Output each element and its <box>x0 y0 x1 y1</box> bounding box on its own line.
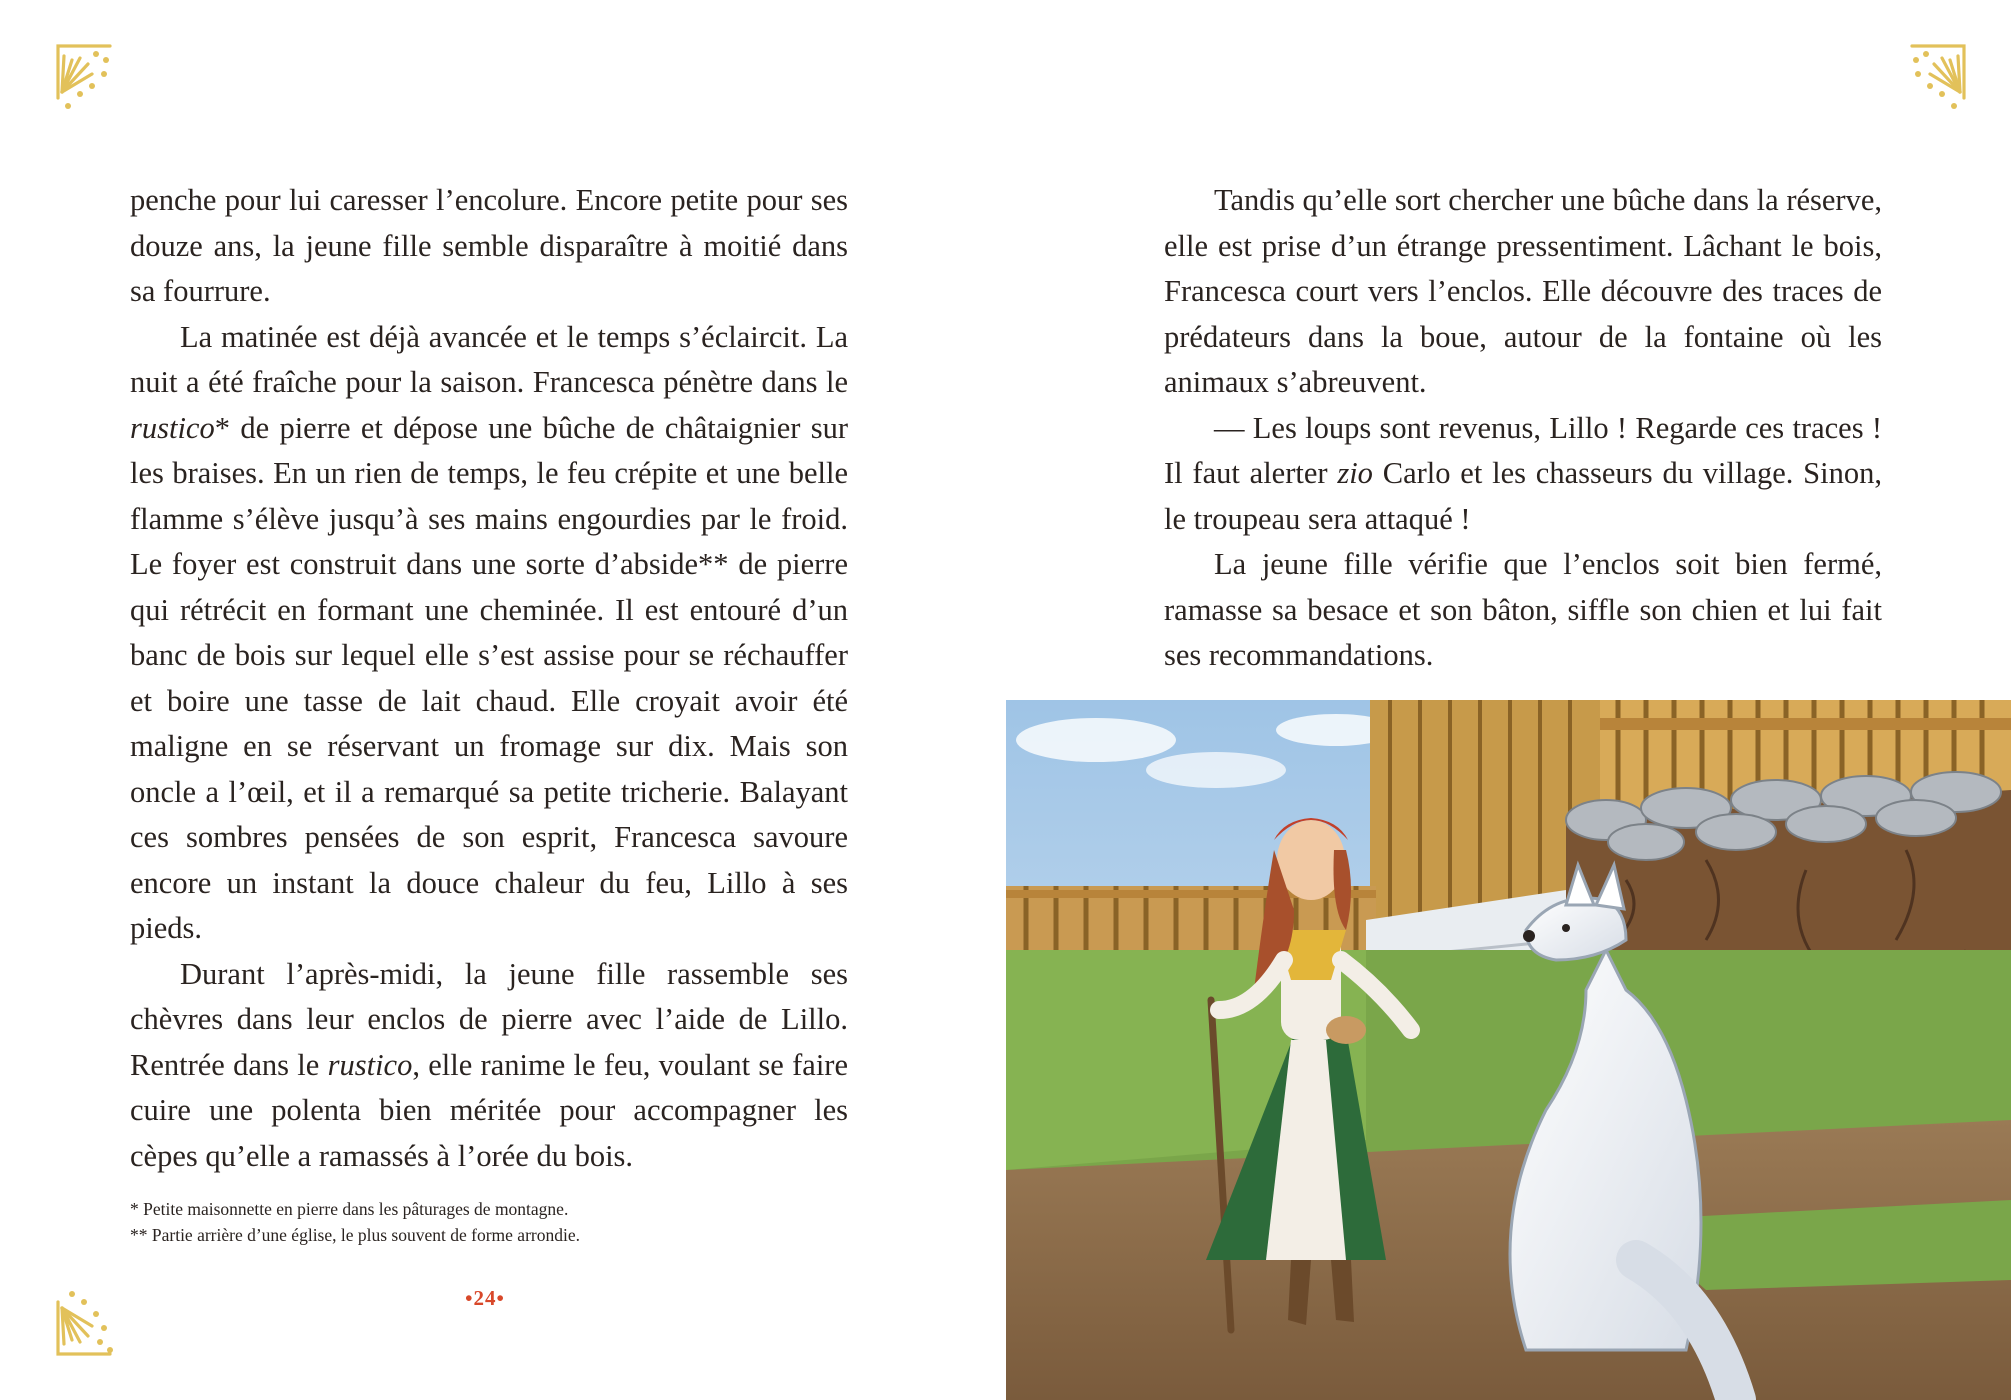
sunburst-ornament-icon <box>52 1280 132 1360</box>
paragraph: Tandis qu’elle sort chercher une bûche dans la réserve, elle est prise d’un étrange pressentiment. Lâchant le bois, Francesca court vers l’enclos. Elle découvre des traces de prédateurs dans la boue, autour de la fontaine où les animaux s’abreuvent. <box>1164 183 1882 399</box>
footnote: * Petite maisonnette en pierre dans les pâturages de montagne. <box>130 1199 569 1219</box>
paragraph: penche pour lui caresser l’encolure. Encore petite pour ses douze ans, la jeune fille semble disparaître à moitié dans sa fourrure. <box>130 183 848 308</box>
sunburst-ornament-icon <box>52 40 132 120</box>
paragraph: La jeune fille vérifie que l’enclos soit bien fermé, ramasse sa besace et son bâton, siffle son chien et lui fait ses recommandations. <box>1164 547 1882 672</box>
sunburst-ornament-icon <box>1890 40 1970 120</box>
footnote: ** Partie arrière d’une église, le plus souvent de forme arrondie. <box>130 1225 580 1245</box>
paragraph: — Les loups sont revenus, Lillo ! Regarde ces traces ! Il faut alerter zio Carlo et les chasseurs du village. Sinon, le troupeau sera attaqué ! <box>1164 410 1882 536</box>
story-illustration <box>1006 700 2011 1400</box>
left-page-text <box>130 178 848 1179</box>
paragraph: Durant l’après-midi, la jeune fille rassemble ses chèvres dans leur enclos de pierre avec l’aide de Lillo. Rentrée dans le rustico, elle ranime le feu, voulant se faire cuire une polenta bien méritée pour accompagner les cèpes qu’elle a ramassés à l’orée du bois. <box>130 956 848 1173</box>
right-page-text <box>1164 178 1882 679</box>
page-number: •24• <box>465 1286 505 1310</box>
footnotes <box>130 1196 848 1248</box>
paragraph: La matinée est déjà avancée et le temps s’éclaircit. La nuit a été fraîche pour la saison. Francesca pénètre dans le rustico* de pierre et dépose une bûche de châtaignier sur les braises. En un rien de temps, le feu crépite et une belle flamme s’élève jusqu’à ses mains engourdies par le froid. Le foyer est construit dans une sorte d’abside** de pierre qui rétrécit en formant une cheminée. Il est entouré d’un banc de bois sur lequel elle s’est assise pour se réchauffer et boire une tasse de lait chaud. Elle croyait avoir été maligne en se réservant un fromage sur dix. Mais son oncle a l’œil, et il a remarqué sa petite tricherie. Balayant ces sombres pensées de son esprit, Francesca savoure encore un instant la douce chaleur du feu, Lillo à ses pieds. <box>130 319 848 945</box>
